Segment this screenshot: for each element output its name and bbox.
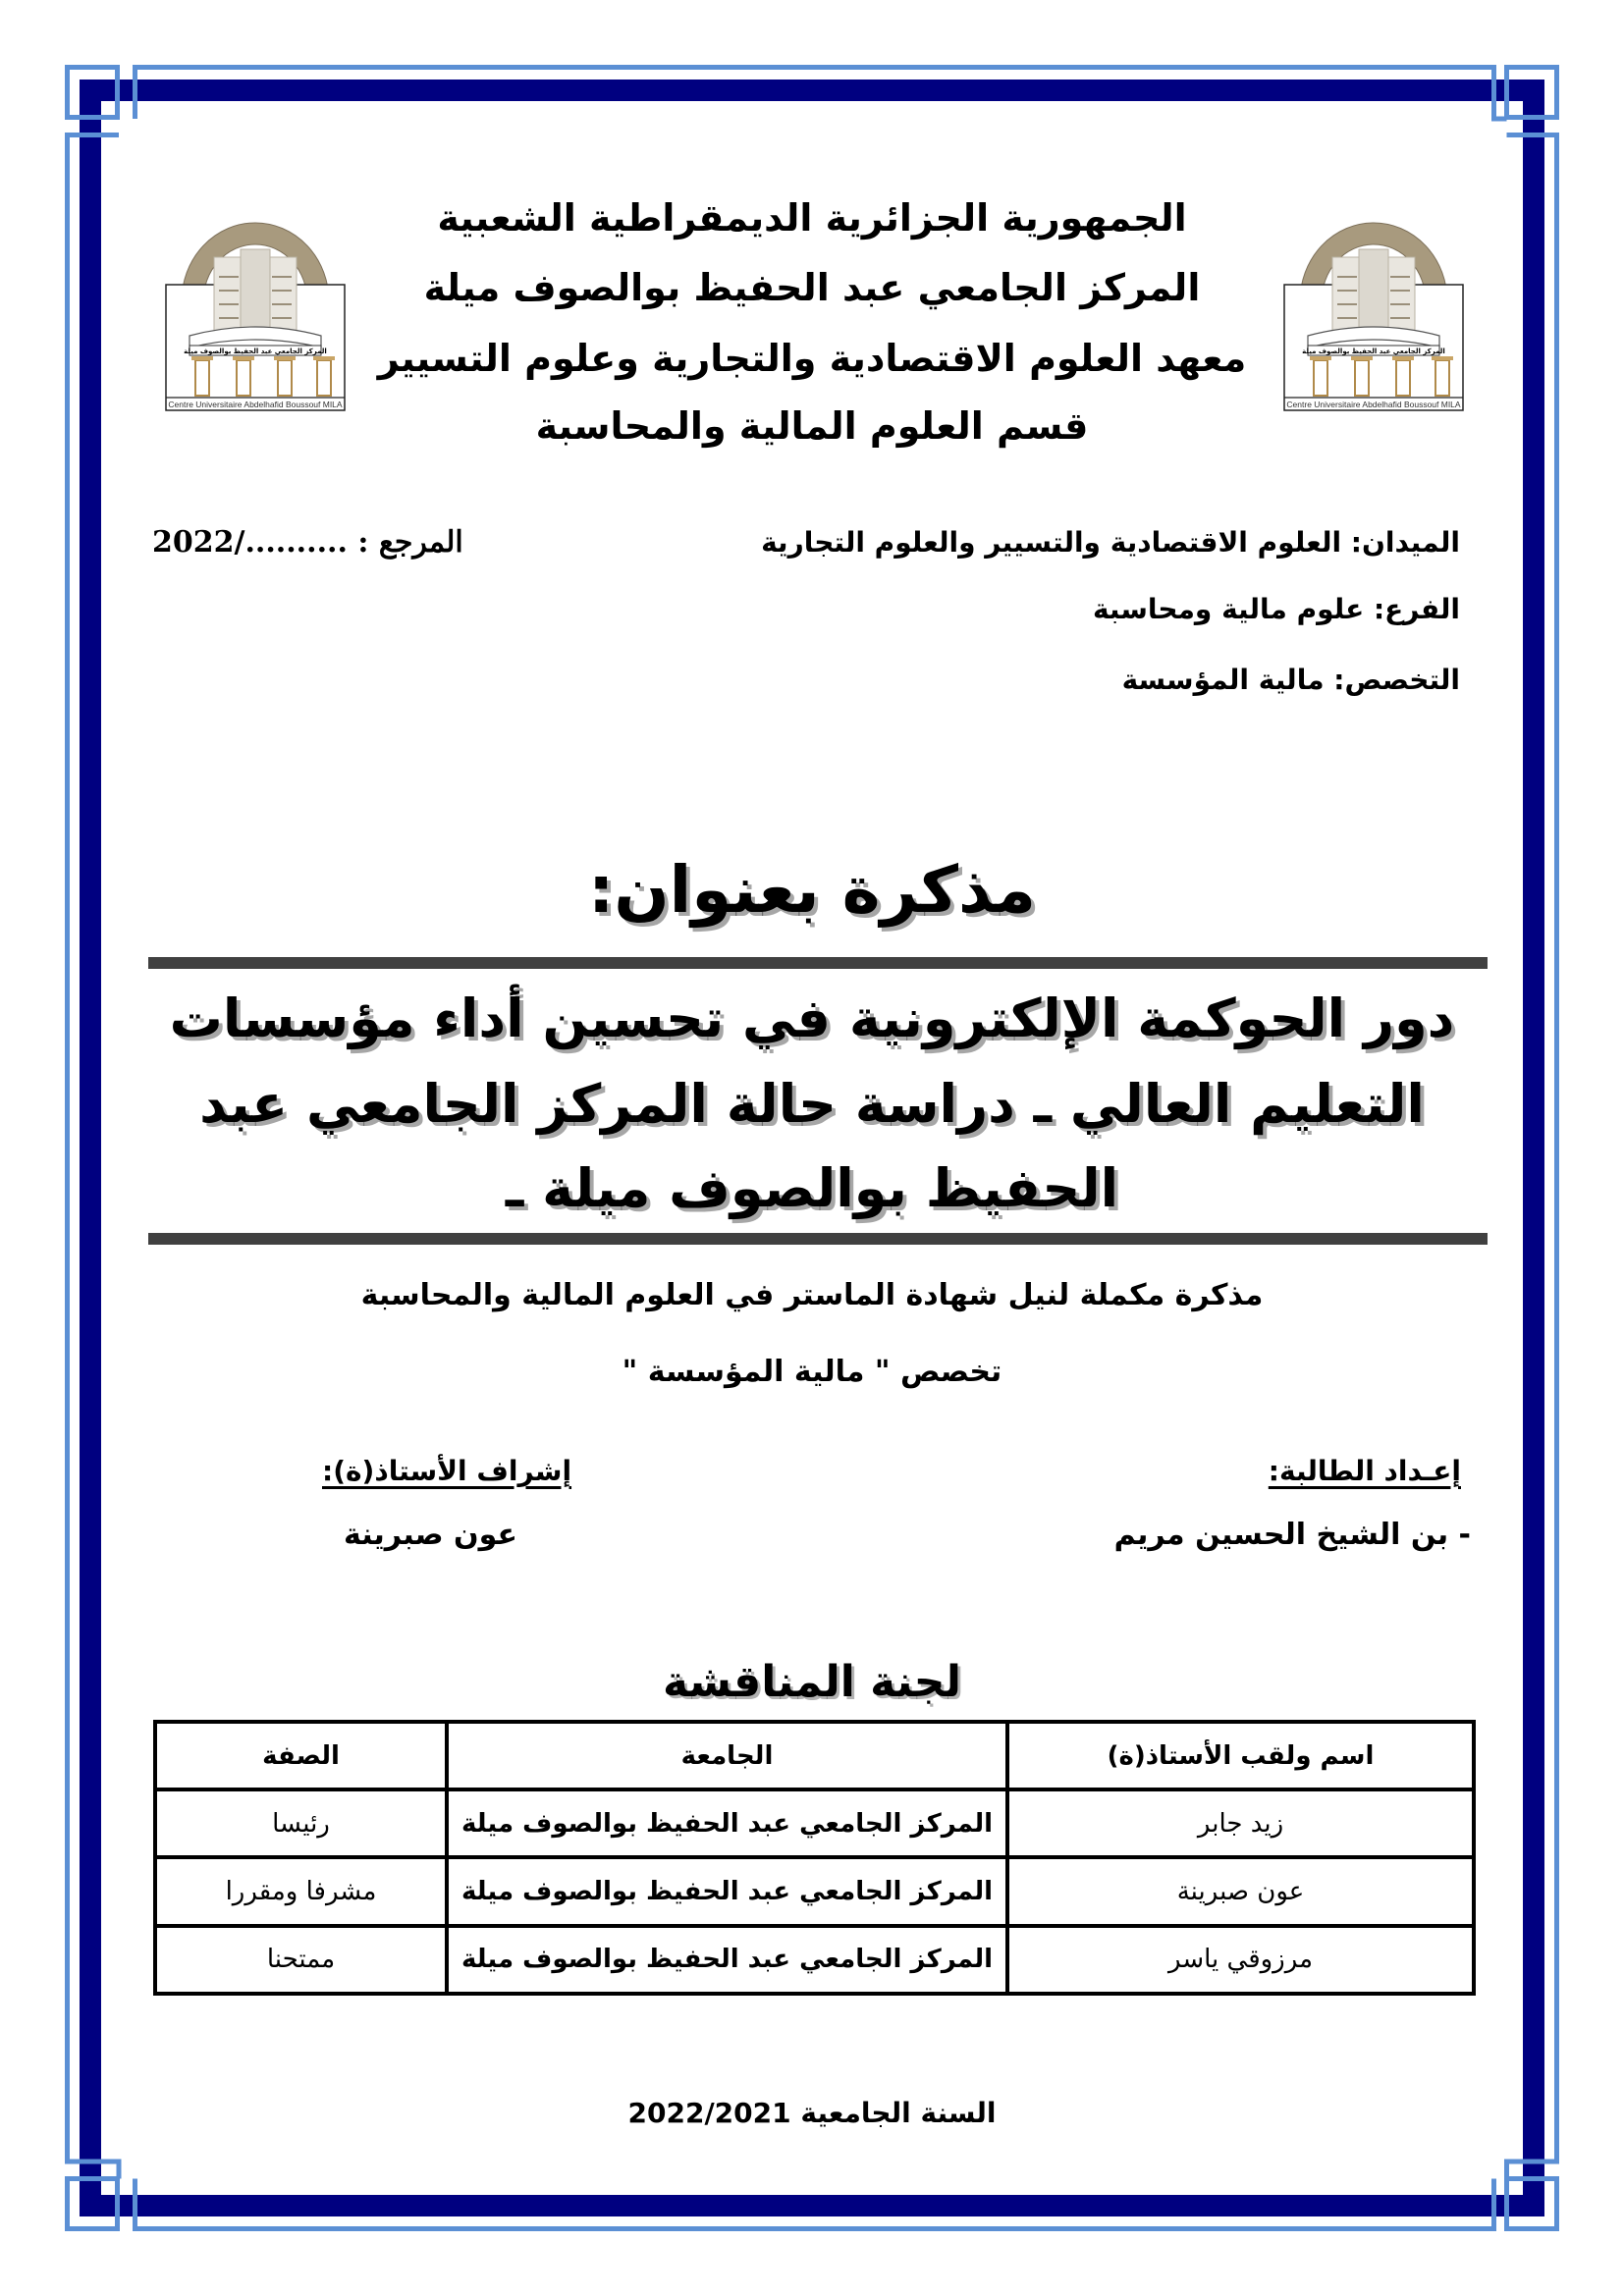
degree-statement: مذكرة مكملة لنيل شهادة الماستر في العلوم المالية والمحاسبة (360, 1278, 1264, 1312)
logo-caption: Centre Universitaire Abdelhafid Boussouf MILA (1286, 400, 1461, 409)
title-divider-top (148, 957, 1488, 969)
table-header-row (155, 1722, 1474, 1789)
title-divider-bottom (148, 1233, 1488, 1245)
member-name: عون صبرينة (1007, 1857, 1474, 1925)
memo-heading: مذكرة بعنوان: (587, 852, 1037, 928)
table-row (155, 1926, 1474, 1994)
header-university: المركز الجامعي عبد الحفيظ بوالصوف ميلة (423, 266, 1201, 309)
member-role: رئيسا (155, 1789, 447, 1857)
info-branch: الفرع: علوم مالية ومحاسبة (1092, 593, 1460, 625)
header-department: قسم العلوم المالية والمحاسبة (535, 404, 1089, 448)
member-role: مشرفا ومقررا (155, 1857, 447, 1925)
table-row (155, 1789, 1474, 1857)
member-university: المركز الجامعي عبد الحفيظ بوالصوف ميلة (447, 1857, 1007, 1925)
column-header-name: اسم ولقب الأستاذ(ة) (1007, 1722, 1474, 1789)
info-field: الميدان: العلوم الاقتصادية والتسيير والعلوم التجارية (761, 526, 1460, 559)
table-row (155, 1857, 1474, 1925)
logo-caption: Centre Universitaire Abdelhafid Boussouf MILA (168, 400, 343, 409)
header-republic: الجمهورية الجزائرية الديمقراطية الشعبية (437, 196, 1187, 240)
student-label: إعـداد الطالبة: (1268, 1455, 1461, 1487)
info-specialty: التخصص: مالية المؤسسة (1121, 664, 1460, 696)
reference-number: المرجع : ........../2022 (152, 525, 463, 560)
column-header-university: الجامعة (447, 1722, 1007, 1789)
column-header-role: الصفة (155, 1722, 447, 1789)
committee-title: لجنة المناقشة (662, 1657, 962, 1707)
supervisor-label: إشراف الأستاذ(ة): (322, 1455, 572, 1487)
academic-year: السنة الجامعية 2022/2021 (627, 2097, 997, 2129)
thesis-title-line-2: التعليم العالي ـ دراسة حالة المركز الجامعي عبد (199, 1073, 1425, 1135)
member-name: مرزوقي ياسر (1007, 1926, 1474, 1994)
header-institute: معهد العلوم الاقتصادية والتجارية وعلوم التسيير (377, 337, 1247, 380)
thesis-title-line-1: دور الحوكمة الإلكترونية في تحسين أداء مؤسسات (169, 988, 1455, 1049)
member-role: ممتحنا (155, 1926, 447, 1994)
member-university: المركز الجامعي عبد الحفيظ بوالصوف ميلة (447, 1789, 1007, 1857)
logo-book-text: المركز الجامعي عبد الحفيظ بوالصوف ميلة (184, 347, 327, 355)
student-name: - بن الشيخ الحسين مريم (1113, 1518, 1471, 1552)
logo-book-text: المركز الجامعي عبد الحفيظ بوالصوف ميلة (1302, 347, 1445, 355)
member-university: المركز الجامعي عبد الحفيظ بوالصوف ميلة (447, 1926, 1007, 1994)
specialization-statement: تخصص " مالية المؤسسة " (622, 1355, 1002, 1389)
supervisor-name: عون صبرينة (344, 1518, 517, 1552)
committee-table (153, 1720, 1476, 1996)
thesis-title-line-3: الحفيظ بوالصوف ميلة ـ (505, 1157, 1119, 1219)
member-name: زيد جابر (1007, 1789, 1474, 1857)
